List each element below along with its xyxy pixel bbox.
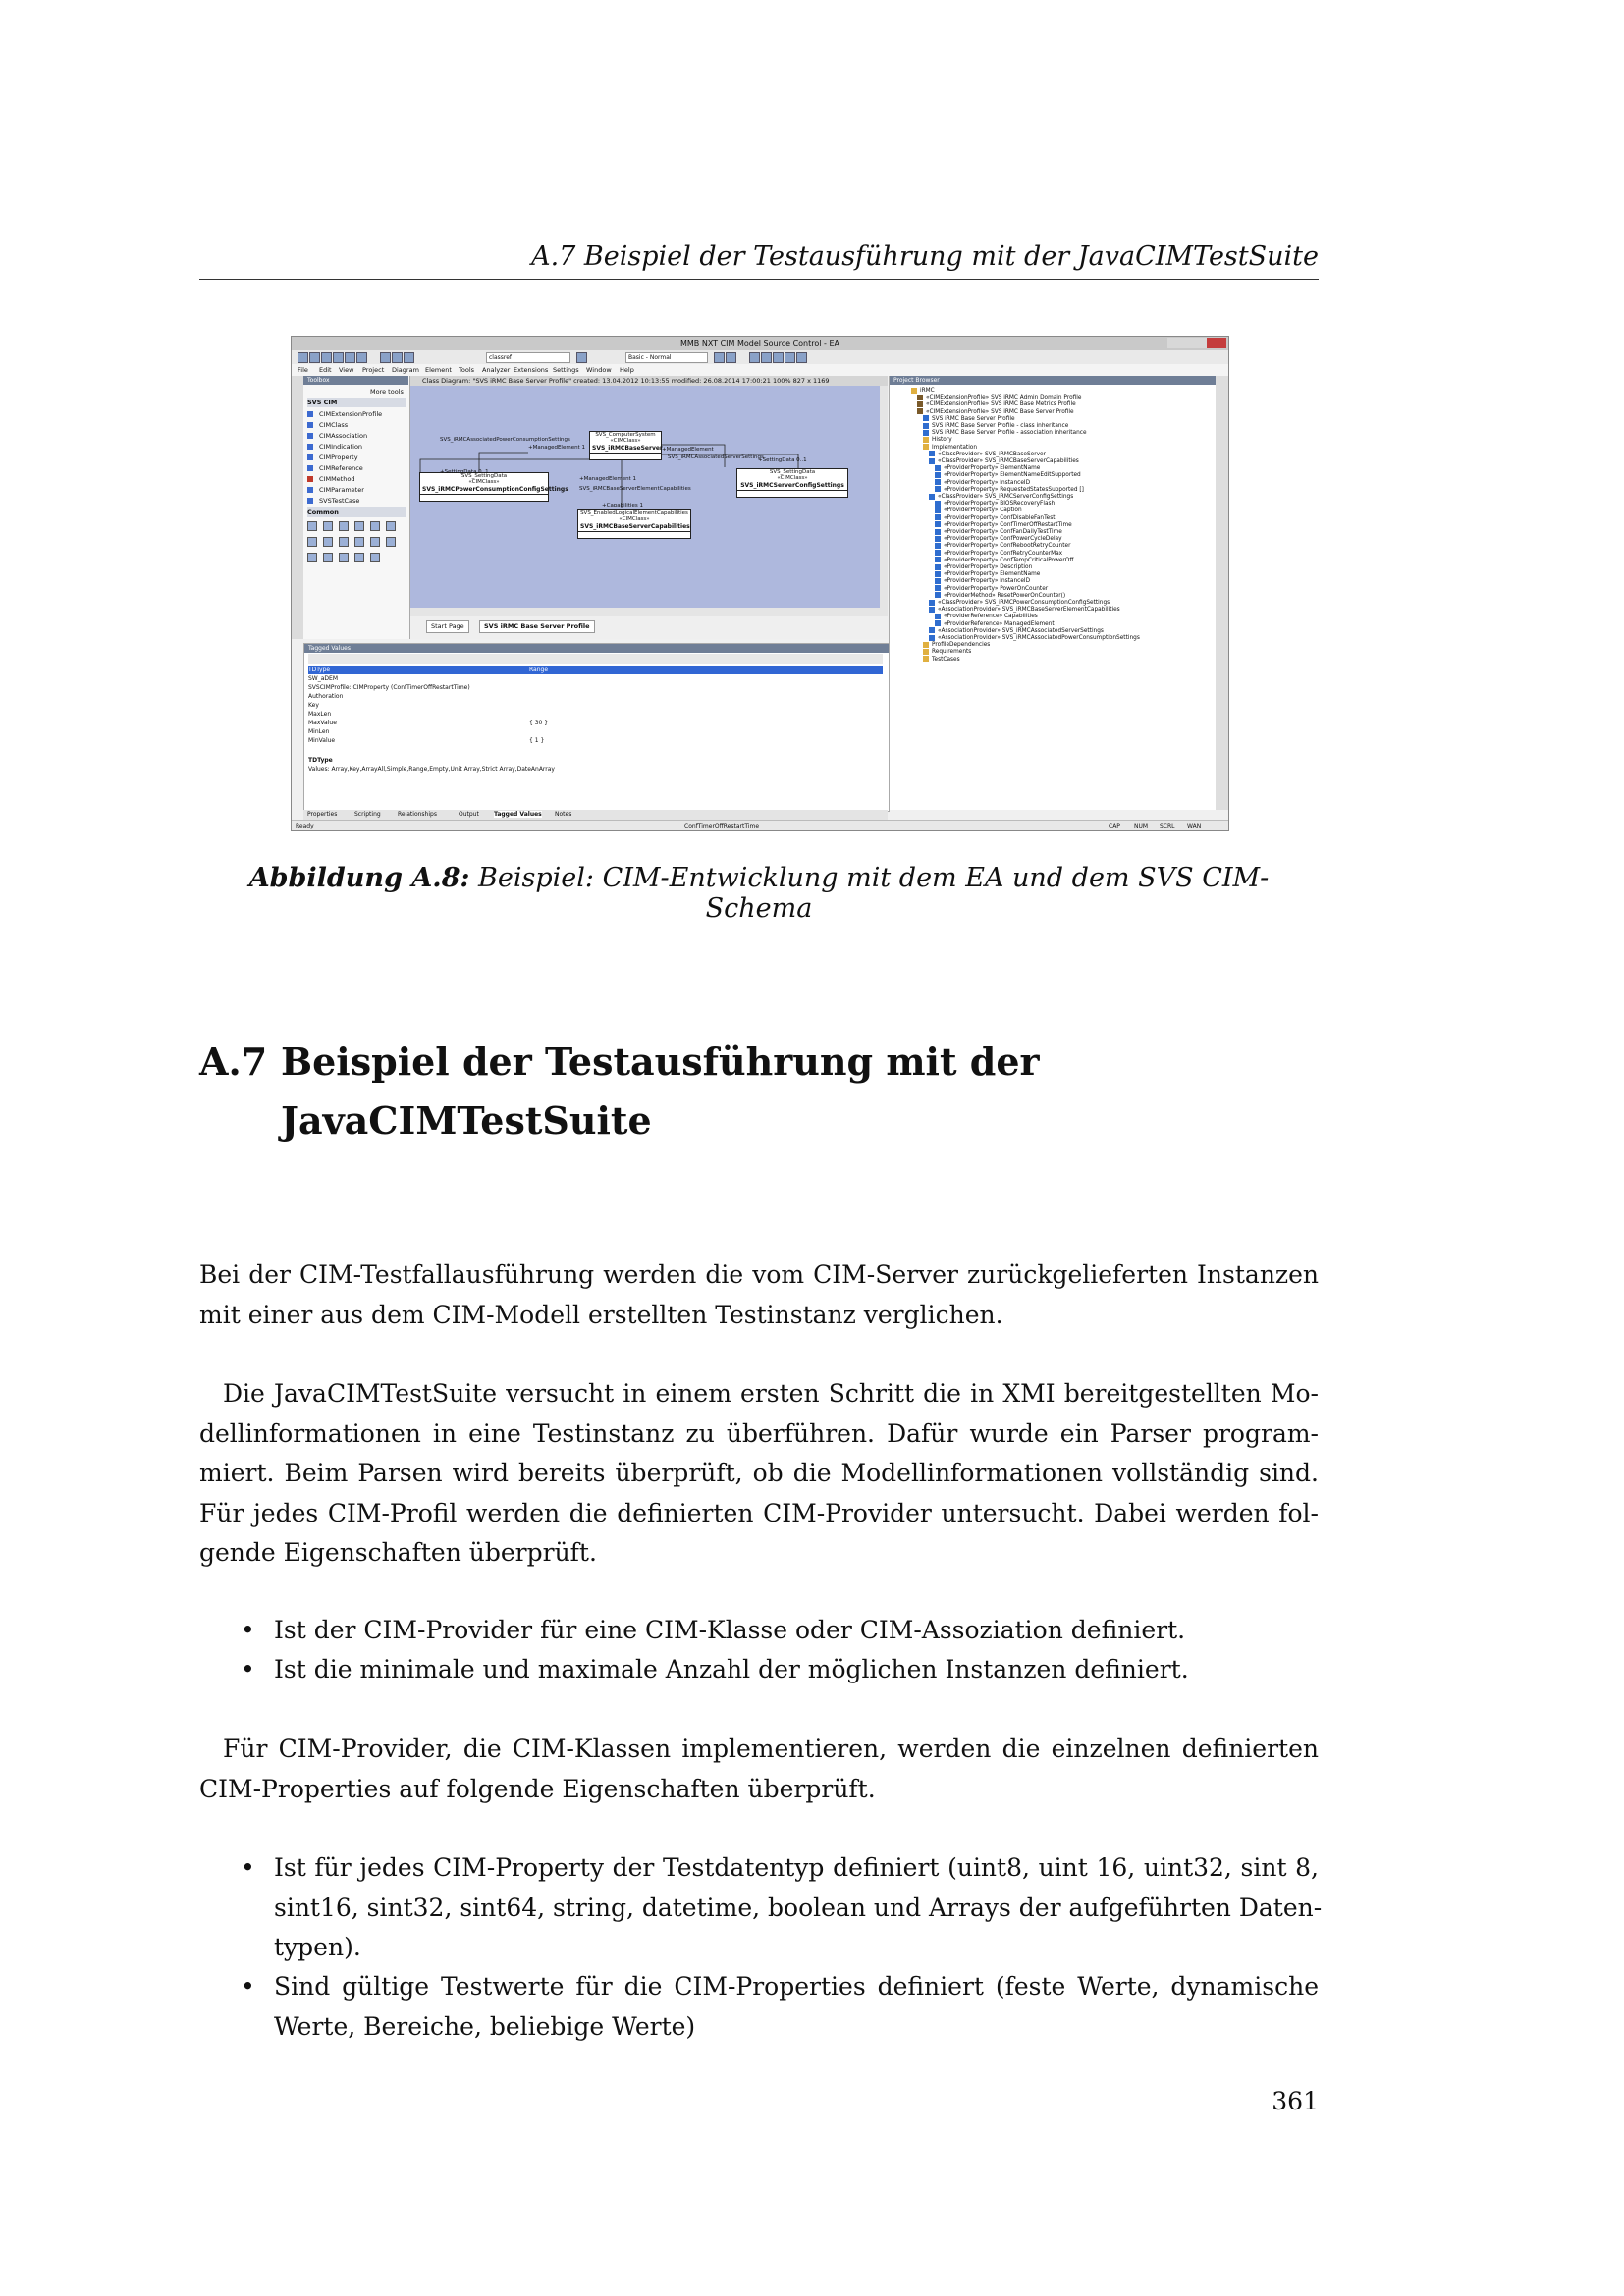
text-line: Ist für jedes CIM-Property der Testdatentyp definiert (uint8, uint 16, uint32, sint 8, bbox=[274, 1853, 1319, 1882]
bullet-icon: • bbox=[241, 1616, 255, 1644]
element-icon bbox=[917, 408, 923, 414]
reference-icon bbox=[307, 465, 313, 471]
paragraph bbox=[199, 1374, 1319, 1574]
caption-text: Beispiel: CIM-Entwicklung mit dem EA und dem SVS CIM-Schema bbox=[478, 863, 1270, 924]
text-line: Sind gültige Testwerte für die CIM-Properties definiert (feste Werte, dynamische bbox=[274, 1972, 1319, 2001]
element-icon bbox=[923, 415, 929, 421]
folder-icon bbox=[923, 444, 929, 450]
figure-screenshot bbox=[291, 336, 1229, 831]
toolbox-side-strip bbox=[292, 376, 303, 639]
class-icon bbox=[307, 422, 313, 428]
element-icon bbox=[935, 507, 941, 513]
paste-icon bbox=[404, 352, 414, 363]
browser-tree-item: iRMC bbox=[911, 387, 935, 395]
tagged-value-row: SW_aDEM bbox=[308, 675, 339, 682]
more-tools: More tools bbox=[370, 388, 404, 396]
element-icon bbox=[935, 578, 941, 584]
folder-icon bbox=[923, 649, 929, 655]
uml-class: SVS_SettingData «CIMClass» SVS_iRMCServerConfigSettings bbox=[736, 468, 848, 498]
tab-notes: Notes bbox=[555, 811, 572, 818]
menu-bar bbox=[292, 364, 1228, 376]
project-browser-header bbox=[890, 376, 1216, 385]
tool-icon bbox=[386, 537, 396, 547]
browser-tree-item: «ProviderProperty» BIOSRecoveryFlash bbox=[935, 500, 1055, 507]
browser-tree-item: History bbox=[923, 436, 952, 444]
testcase-icon bbox=[307, 498, 313, 504]
bottom-tab-bar bbox=[303, 810, 888, 820]
element-icon bbox=[923, 430, 929, 436]
browser-tree-item: TestCases bbox=[923, 656, 960, 664]
tool-icon bbox=[307, 537, 317, 547]
tagged-value-row: Authoration bbox=[308, 693, 344, 700]
toolbox-item: CIMExtensionProfile bbox=[307, 409, 382, 419]
minimize-icon bbox=[1167, 338, 1187, 348]
status-element: ConfTimerOffRestartTime bbox=[684, 823, 760, 829]
method-icon bbox=[307, 476, 313, 482]
tagged-value-help-text: Values: Array,Key,ArrayAll,Simple,Range,Empty,Unit Array,Strict Array,DateAnArray bbox=[308, 766, 555, 773]
role-label: +SettingData 0..1 bbox=[758, 457, 807, 463]
diagram-vertical-scrollbar bbox=[880, 386, 888, 617]
status-bar bbox=[292, 820, 1228, 831]
paragraph bbox=[199, 1730, 1319, 1809]
tool-icon bbox=[370, 537, 380, 547]
page-number: 361 bbox=[1272, 2087, 1319, 2115]
element-icon bbox=[917, 401, 923, 407]
tagged-value-row: Key bbox=[308, 702, 319, 709]
workspace-combo: Basic - Normal bbox=[625, 352, 708, 363]
element-icon bbox=[935, 501, 941, 507]
element-icon bbox=[929, 635, 935, 641]
tool-icon bbox=[714, 352, 725, 363]
text-line: Ist der CIM-Provider für eine CIM-Klasse oder CIM-Assoziation definiert. bbox=[274, 1616, 1186, 1644]
browser-tree-item: «ProviderProperty» InstanceID bbox=[935, 577, 1030, 585]
parameter-icon bbox=[307, 487, 313, 493]
tool-icon bbox=[354, 521, 364, 531]
open-icon bbox=[309, 352, 320, 363]
browser-tree-item: Implementation bbox=[923, 444, 977, 452]
text-line: mit einer aus dem CIM-Modell erstellten Testinstanz verglichen. bbox=[199, 1300, 1003, 1329]
browser-tree-item: «ProviderProperty» ElementName bbox=[935, 464, 1040, 472]
menu-window: Window bbox=[586, 366, 612, 374]
browser-tree-item: «ProviderProperty» Caption bbox=[935, 507, 1022, 514]
browser-tree-item: «AssociationProvider» SVS_iRMCAssociatedServerSettings bbox=[929, 627, 1104, 635]
uml-class: SVS_EnabledLogicalElementCapabilities «CIMClass» SVS_iRMCBaseServerCapabilities bbox=[577, 509, 691, 539]
element-icon bbox=[935, 465, 941, 471]
redo-icon bbox=[356, 352, 367, 363]
tool-icon bbox=[354, 553, 364, 562]
element-icon bbox=[935, 529, 941, 535]
browser-tree-item: «ClassProvider» SVS_iRMCBaseServer bbox=[929, 451, 1046, 458]
tool-icon bbox=[307, 553, 317, 562]
class-icon bbox=[307, 444, 313, 450]
browser-tree-item: «ProviderProperty» ConfRetryCounterMax bbox=[935, 550, 1062, 558]
menu-tools: Tools bbox=[459, 366, 475, 374]
tool-icon bbox=[386, 521, 396, 531]
browser-tree-item: «ProviderReference» Capabilities bbox=[935, 613, 1038, 620]
toolbox-item: CIMMethod bbox=[307, 474, 354, 484]
new-icon bbox=[298, 352, 308, 363]
section-title-line2: JavaCIMTestSuite bbox=[281, 1098, 652, 1143]
status-key: SCRL bbox=[1160, 823, 1175, 829]
browser-tree-item: SVS iRMC Base Server Profile - class inheritance bbox=[923, 422, 1068, 430]
browser-tree-item: «ClassProvider» SVS_iRMCPowerConsumptionConfigSettings bbox=[929, 599, 1110, 607]
toolbox-title: Toolbox bbox=[307, 377, 330, 384]
menu-view: View bbox=[339, 366, 354, 374]
browser-tree-item: ProfileDependencies bbox=[923, 641, 990, 649]
figure-caption bbox=[199, 863, 1319, 924]
menu-project: Project bbox=[362, 366, 385, 374]
text-line: typen). bbox=[274, 1933, 361, 1961]
save-icon bbox=[321, 352, 332, 363]
element-icon bbox=[935, 564, 941, 570]
tagged-value-help-title: TDType bbox=[308, 757, 333, 764]
toolbox-header bbox=[303, 376, 408, 385]
element-icon bbox=[935, 614, 941, 619]
element-icon bbox=[935, 620, 941, 626]
search-icon bbox=[576, 352, 587, 363]
text-line: Für jedes CIM-Profil werden die definierten CIM-Provider untersucht. Dabei werden fol- bbox=[199, 1498, 1319, 1527]
tool-icon bbox=[354, 537, 364, 547]
tab-relationships: Relationships bbox=[398, 811, 437, 818]
browser-tree-item: «ProviderProperty» ConfTimerOffRestartTime bbox=[935, 521, 1072, 529]
browser-tree-item: «ProviderMethod» ResetPowerOnCounter() bbox=[935, 592, 1065, 600]
tagged-value-row: SVSCIMProfile::CIMProperty (ConfTimerOffRestartTime) bbox=[308, 684, 470, 691]
folder-icon bbox=[923, 642, 929, 648]
element-icon bbox=[929, 627, 935, 633]
undo-icon bbox=[345, 352, 355, 363]
text-line: Für CIM-Provider, die CIM-Klassen implementieren, werden die einzelnen definierten bbox=[223, 1735, 1319, 1763]
toolbox-item: SVSTestCase bbox=[307, 496, 359, 506]
browser-tree-item: «CIMExtensionProfile» SVS iRMC Base Metrics Profile bbox=[917, 400, 1076, 408]
tool-icon bbox=[323, 521, 333, 531]
status-key: WAN bbox=[1187, 823, 1202, 829]
project-browser-title: Project Browser bbox=[893, 377, 940, 384]
uml-class: SVS_ComputerSystem «CIMClass» SVS_iRMCBaseServer bbox=[589, 431, 662, 460]
browser-tree-item: «ClassProvider» SVS_iRMCBaseServerCapabilities bbox=[929, 457, 1079, 465]
element-icon bbox=[929, 607, 935, 613]
diagram-header: Class Diagram: "SVS iRMC Base Server Profile" created: 13.04.2012 10:13:55 modified: 26.08.2014 17:00:21 100% 827 x 1169 bbox=[410, 376, 888, 386]
text-line: Werte, Bereiche, beliebige Werte) bbox=[274, 2011, 696, 2041]
tool-icon bbox=[749, 352, 760, 363]
tab-tagged-values: Tagged Values bbox=[494, 811, 542, 818]
tool-icon bbox=[339, 521, 349, 531]
menu-diagram: Diagram bbox=[392, 366, 419, 374]
browser-tree-item: SVS iRMC Base Server Profile bbox=[923, 415, 1015, 423]
tagged-values-panel bbox=[303, 643, 890, 812]
element-icon bbox=[935, 592, 941, 598]
association-label: SVS_iRMCAssociatedServerSettings bbox=[668, 454, 764, 460]
association-label: SVS_iRMCAssociatedPowerConsumptionSettings bbox=[440, 437, 570, 443]
text-line: miert. Beim Parsen wird bereits überprüft, ob die Modellinformationen vollständig sind. bbox=[199, 1459, 1319, 1487]
element-icon bbox=[935, 557, 941, 562]
tagged-value-row: MaxLen bbox=[308, 711, 332, 718]
diagram-canvas bbox=[410, 386, 880, 608]
caption-label: Abbildung A.8: bbox=[248, 863, 470, 893]
element-icon bbox=[935, 472, 941, 478]
diagram-panel bbox=[410, 376, 888, 639]
project-browser bbox=[889, 376, 1229, 810]
browser-tree-item: «ProviderProperty» ConfTempCriticalPowerOff bbox=[935, 557, 1073, 564]
tab-output: Output bbox=[459, 811, 479, 818]
tagged-values-toolbar bbox=[308, 654, 883, 664]
property-icon bbox=[307, 454, 313, 460]
browser-tree-item: «ProviderProperty» ElementName bbox=[935, 570, 1040, 578]
text-line: CIM-Properties auf folgende Eigenschaften überprüft. bbox=[199, 1774, 876, 1803]
tab-scripting: Scripting bbox=[354, 811, 381, 818]
diagram-tabs bbox=[410, 616, 888, 639]
window-titlebar bbox=[292, 337, 1228, 350]
menu-file: File bbox=[298, 366, 308, 374]
close-icon bbox=[1207, 338, 1226, 348]
tool-icon bbox=[370, 521, 380, 531]
bullet-icon: • bbox=[241, 1853, 255, 1882]
diagram-horizontal-scrollbar bbox=[410, 608, 880, 616]
tool-icon bbox=[796, 352, 807, 363]
tool-icon bbox=[339, 553, 349, 562]
text-line: Bei der CIM-Testfallausführung werden die vom CIM-Server zurückgelieferten Instanzen bbox=[199, 1260, 1319, 1289]
element-icon bbox=[929, 451, 935, 456]
tool-icon bbox=[323, 537, 333, 547]
menu-help: Help bbox=[620, 366, 634, 374]
bullet-icon: • bbox=[241, 1655, 255, 1683]
element-icon bbox=[929, 600, 935, 606]
side-tabs-strip bbox=[1216, 376, 1229, 810]
uml-class: SVS_SettingData «CIMClass» SVS_iRMCPowerConsumptionConfigSettings bbox=[419, 472, 549, 502]
text-line: sint16, sint32, sint64, string, datetime, boolean und Arrays der aufgeführten Daten- bbox=[274, 1893, 1323, 1922]
tagged-values-header bbox=[304, 644, 889, 653]
tool-icon bbox=[761, 352, 772, 363]
browser-tree-item: «ProviderProperty» ConfFanDailyTestTime bbox=[935, 528, 1062, 536]
section-title-line1: Beispiel der Testausführung mit der bbox=[281, 1040, 1040, 1084]
element-icon bbox=[935, 585, 941, 591]
tagged-values-title: Tagged Values bbox=[308, 645, 351, 652]
window-title: MMB NXT CIM Model Source Control - EA bbox=[680, 339, 839, 347]
print-icon bbox=[333, 352, 344, 363]
tab-start-page: Start Page bbox=[426, 620, 469, 633]
text-line: dellinformationen in eine Testinstanz zu überführen. Dafür wurde ein Parser program- bbox=[199, 1418, 1319, 1448]
menu-extensions: Extensions bbox=[514, 366, 549, 374]
element-icon bbox=[935, 486, 941, 492]
toolbox-item: CIMProperty bbox=[307, 453, 358, 462]
tagged-value-row: MaxValue { 30 } bbox=[308, 720, 549, 726]
element-icon bbox=[935, 571, 941, 577]
association-label: SVS_iRMCBaseServerElementCapabilities bbox=[579, 486, 691, 492]
element-icon bbox=[923, 423, 929, 429]
role-label: +Capabilities 1 bbox=[602, 503, 643, 508]
browser-tree-item: «ProviderProperty» RequestedStatesSupported [] bbox=[935, 486, 1084, 494]
folder-icon bbox=[923, 656, 929, 662]
element-icon bbox=[935, 514, 941, 520]
tool-icon bbox=[785, 352, 795, 363]
browser-tree-item: Requirements bbox=[923, 648, 971, 656]
menu-element: Element bbox=[425, 366, 452, 374]
element-icon bbox=[935, 479, 941, 485]
toolbox-item: CIMClass bbox=[307, 420, 348, 430]
browser-tree-item: SVS iRMC Base Server Profile - association inheritance bbox=[923, 429, 1087, 437]
toolbox-item: CIMReference bbox=[307, 463, 363, 473]
browser-tree-item: «ProviderProperty» ConfRebootRetryCounter bbox=[935, 542, 1071, 550]
window-toolbar bbox=[292, 350, 1228, 365]
bullet-icon: • bbox=[241, 1972, 255, 2001]
toolbox-group-common: Common bbox=[307, 507, 406, 517]
status-key: CAP bbox=[1109, 823, 1120, 829]
maximize-icon bbox=[1187, 338, 1207, 348]
tab-diagram: SVS iRMC Base Server Profile bbox=[479, 620, 595, 633]
element-icon bbox=[929, 458, 935, 464]
browser-tree-item: «ClassProvider» SVS_iRMCServerConfigSettings bbox=[929, 493, 1073, 501]
element-icon bbox=[935, 543, 941, 549]
toolbox-item: CIMParameter bbox=[307, 485, 364, 495]
browser-tree-item: «ProviderProperty» ConfDisableFanTest bbox=[935, 514, 1056, 522]
status-text: Ready bbox=[296, 823, 314, 829]
role-label: +SettingData 0..1 bbox=[440, 469, 489, 475]
copy-icon bbox=[392, 352, 403, 363]
browser-tree-item: «ProviderReference» ManagedElement bbox=[935, 620, 1055, 628]
tool-icon bbox=[339, 537, 349, 547]
role-label: +ManagedElement bbox=[662, 447, 714, 453]
element-icon bbox=[917, 395, 923, 400]
element-icon bbox=[935, 550, 941, 556]
browser-tree-item: «CIMExtensionProfile» SVS iRMC Admin Domain Profile bbox=[917, 394, 1081, 401]
role-label: +ManagedElement 1 bbox=[579, 476, 636, 482]
running-head: A.7 Beispiel der Testausführung mit der JavaCIMTestSuite bbox=[531, 241, 1319, 272]
element-icon bbox=[935, 521, 941, 527]
menu-edit: Edit bbox=[319, 366, 332, 374]
browser-tree-item: «ProviderProperty» InstanceID bbox=[935, 479, 1030, 487]
menu-settings: Settings bbox=[553, 366, 579, 374]
browser-tree-item: «AssociationProvider» SVS_iRMCBaseServerElementCapabilities bbox=[929, 606, 1120, 614]
toolbox-item: CIMIndication bbox=[307, 442, 362, 452]
tagged-value-row: MinValue { 1 } bbox=[308, 737, 545, 744]
text-line: Ist die minimale und maximale Anzahl der möglichen Instanzen definiert. bbox=[274, 1655, 1189, 1683]
toolbox-group-svs: SVS CIM bbox=[307, 398, 406, 407]
tool-icon bbox=[773, 352, 784, 363]
status-key: NUM bbox=[1134, 823, 1149, 829]
folder-icon bbox=[923, 437, 929, 443]
element-icon bbox=[929, 494, 935, 500]
browser-tree-item: «ProviderProperty» Description bbox=[935, 563, 1032, 571]
text-line: Die JavaCIMTestSuite versucht in einem ersten Schritt die in XMI bereitgestellten Mo- bbox=[223, 1379, 1319, 1408]
tab-properties: Properties bbox=[307, 811, 338, 818]
search-combo: classref bbox=[486, 352, 570, 363]
tool-icon bbox=[370, 553, 380, 562]
menu-analyzer: Analyzer bbox=[482, 366, 511, 374]
toolbox-panel bbox=[292, 376, 410, 639]
folder-icon bbox=[911, 388, 917, 394]
tool-icon bbox=[307, 521, 317, 531]
tool-icon bbox=[323, 553, 333, 562]
tool-icon bbox=[726, 352, 736, 363]
tagged-value-row: TDType Range bbox=[308, 666, 883, 674]
text-line: gende Eigenschaften überprüft. bbox=[199, 1538, 597, 1567]
class-icon bbox=[307, 433, 313, 439]
header-rule bbox=[199, 279, 1319, 280]
cut-icon bbox=[380, 352, 391, 363]
element-icon bbox=[935, 536, 941, 542]
browser-tree-item: «ProviderProperty» ElementNameEditSupported bbox=[935, 471, 1081, 479]
browser-tree-item: «ProviderProperty» PowerOnCounter bbox=[935, 585, 1048, 593]
browser-tree-item: «ProviderProperty» ConfPowerCycleDelay bbox=[935, 535, 1062, 543]
class-icon bbox=[307, 411, 313, 417]
browser-tree-item: «AssociationProvider» SVS_iRMCAssociatedPowerConsumptionSettings bbox=[929, 634, 1140, 642]
toolbox-item: CIMAssociation bbox=[307, 431, 367, 441]
tagged-value-row: MinLen bbox=[308, 728, 330, 735]
browser-tree-item: «CIMExtensionProfile» SVS iRMC Base Server Profile bbox=[917, 408, 1074, 416]
role-label: +ManagedElement 1 bbox=[528, 445, 585, 451]
paragraph bbox=[199, 1255, 1319, 1335]
section-number: A.7 bbox=[199, 1040, 268, 1084]
